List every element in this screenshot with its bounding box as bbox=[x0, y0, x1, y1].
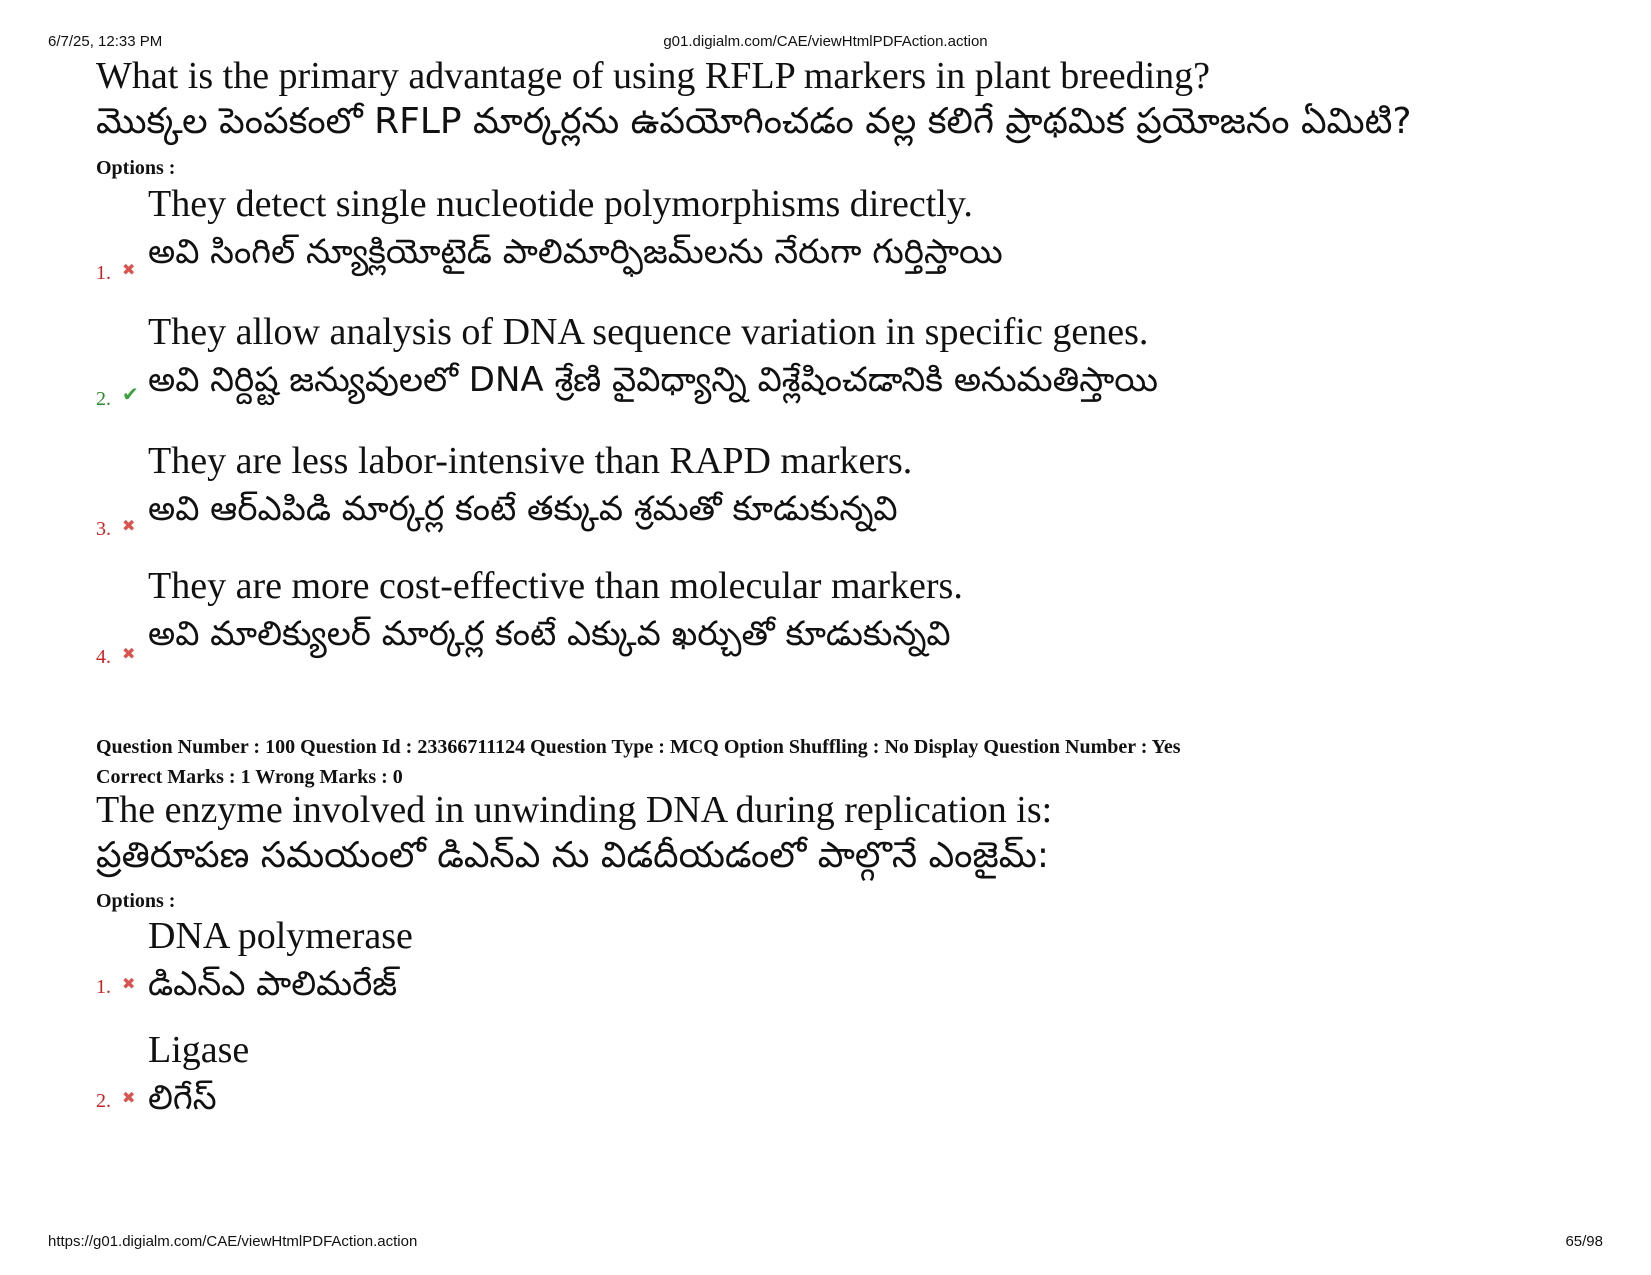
option-4 bbox=[96, 564, 1596, 674]
option-number: 1. bbox=[96, 976, 111, 998]
option-number: 2. bbox=[96, 1090, 111, 1112]
options-label: Options : bbox=[96, 890, 176, 912]
option-text-telugu: అవి మాలిక్యులర్ మార్కర్ల కంటే ఎక్కువ ఖర్చుతో కూడుకున్నవి bbox=[148, 614, 951, 654]
print-header bbox=[48, 33, 1603, 53]
option-number: 2. bbox=[96, 388, 111, 410]
option-text-english: They are less labor-intensive than RAPD markers. bbox=[148, 440, 913, 482]
question-100-text bbox=[96, 788, 1596, 880]
option-text-english: They allow analysis of DNA sequence variation in specific genes. bbox=[148, 311, 1149, 353]
option-number: 3. bbox=[96, 518, 111, 540]
question-text-telugu: ప్రతిరూపణ సమయంలో డిఎన్ఎ ను విడదీయడంలో పాల్గొనే ఎంజైమ్: bbox=[96, 835, 1049, 876]
option-2 bbox=[96, 1028, 1596, 1138]
option-text-telugu: అవి నిర్దిష్ట జన్యువులలో DNA శ్రేణి వైవిధ్యాన్ని విశ్లేషించడానికి అనుమతిస్తాయి bbox=[148, 360, 1159, 400]
option-text-telugu: డిఎన్ఎ పాలిమరేజ్ bbox=[148, 964, 398, 1004]
question-text-telugu: మొక్కల పెంపకంలో RFLP మార్కర్లను ఉపయోగించడం వల్ల కలిగే ప్రాథమిక ప్రయోజనం ఏమిటి? bbox=[96, 101, 1412, 142]
marks-line: Correct Marks : 1 Wrong Marks : 0 bbox=[96, 766, 403, 788]
option-number: 1. bbox=[96, 262, 111, 284]
option-text-telugu: అవి ఆర్ఎపిడి మార్కర్ల కంటే తక్కువ శ్రమతో కూడుకున్నవి bbox=[148, 489, 898, 529]
cross-icon: ✖ bbox=[122, 974, 136, 993]
print-footer-url: https://g01.digialm.com/CAE/viewHtmlPDFAction.action bbox=[48, 1233, 418, 1250]
option-2 bbox=[96, 310, 1596, 420]
option-text-telugu: అవి సింగిల్ న్యూక్లియోటైడ్ పాలిమార్ఫిజమ్‌లను నేరుగా గుర్తిస్తాయి bbox=[148, 232, 1003, 272]
cross-icon: ✖ bbox=[122, 260, 136, 279]
option-number: 4. bbox=[96, 646, 111, 668]
option-1 bbox=[96, 182, 1596, 292]
print-header-url: g01.digialm.com/CAE/viewHtmlPDFAction.action bbox=[663, 33, 988, 50]
question-meta-line: Question Number : 100 Question Id : 23366711124 Question Type : MCQ Option Shuffling : No Display Question Number : Yes bbox=[96, 736, 1181, 758]
question-100-meta bbox=[96, 732, 1596, 792]
option-text-english: Ligase bbox=[148, 1029, 250, 1071]
option-text-telugu: లిగేస్ bbox=[148, 1078, 217, 1118]
question-text-english: What is the primary advantage of using RFLP markers in plant breeding? bbox=[96, 55, 1211, 97]
print-datetime: 6/7/25, 12:33 PM bbox=[48, 33, 163, 50]
print-footer bbox=[48, 1233, 1603, 1253]
cross-icon: ✖ bbox=[122, 516, 136, 535]
page-number: 65/98 bbox=[1565, 1233, 1603, 1250]
option-1 bbox=[96, 914, 1596, 1024]
option-text-english: DNA polymerase bbox=[148, 915, 413, 957]
option-3 bbox=[96, 439, 1596, 549]
cross-icon: ✖ bbox=[122, 1088, 136, 1107]
cross-icon: ✖ bbox=[122, 644, 136, 663]
options-label: Options : bbox=[96, 157, 176, 179]
option-text-english: They are more cost-effective than molecular markers. bbox=[148, 565, 963, 607]
question-text-english: The enzyme involved in unwinding DNA during replication is: bbox=[96, 789, 1053, 831]
check-icon: ✔ bbox=[122, 382, 139, 406]
option-text-english: They detect single nucleotide polymorphisms directly. bbox=[148, 183, 973, 225]
question-99-text bbox=[96, 54, 1596, 146]
